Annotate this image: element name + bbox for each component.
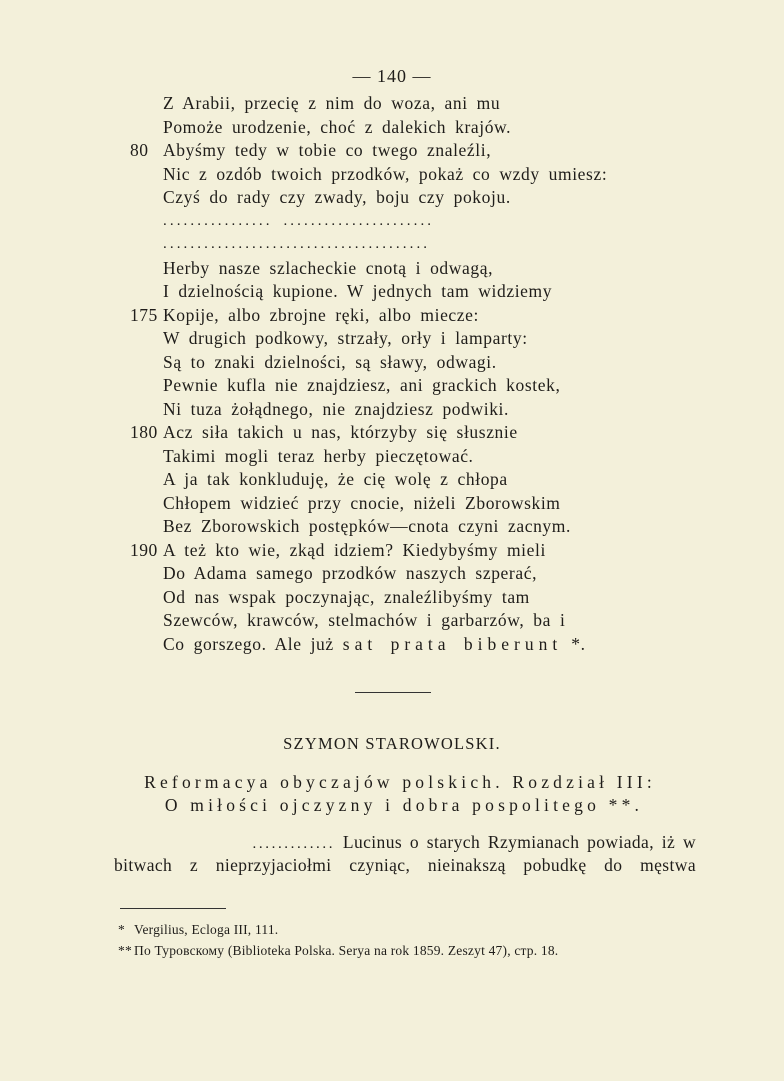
verse-text: Szewców, krawców, stelmachów i garbarzów, ba i: [163, 610, 566, 630]
verse-text: A też kto wie, zkąd idziem? Kiedybyśmy mieli: [163, 539, 546, 560]
line-number: 190: [130, 539, 158, 560]
verse-text: [163, 633, 586, 657]
verse-text: Nic z ozdób twoich przodków, pokaż co wzdy umiesz:: [163, 163, 608, 184]
verse-block: [0, 92, 784, 656]
verse-text: Są to znaki dzielności, są sławy, odwagi.: [163, 351, 497, 372]
verse-text: Ni tuza żołądnego, nie znajdziesz podwiki.: [163, 398, 509, 419]
verse-line: [0, 139, 784, 163]
verse-line: [0, 445, 784, 469]
line-number: 175: [130, 304, 158, 325]
verse-line: [0, 327, 784, 351]
line-number: 180: [130, 422, 158, 442]
verse-line-last: [0, 633, 784, 657]
verse-line: [0, 421, 784, 445]
verse-line: [0, 257, 784, 281]
line-number: 80: [130, 140, 149, 160]
work-title-line-2: O miłości ojczyzny i dobra pospolitego **.: [164, 795, 644, 815]
verse-line: [0, 539, 784, 563]
verse-text: A ja tak konkluduję, że cię wolę z chłopa: [163, 469, 508, 489]
verse-text: Chłopem widzieć przy cnocie, niżeli Zborowskim: [163, 492, 561, 513]
footnote-text: По Туровскому (Biblioteka Polska. Serya na rok 1859. Zeszyt 47), стр. 18.: [134, 943, 559, 958]
verse-text: Acz siła takich u nas, którzyby się słusznie: [163, 422, 518, 442]
verse-line: [0, 515, 784, 539]
verse-text: Herby nasze szlacheckie cnotą i odwagą,: [163, 257, 494, 278]
ellipsis-line: [0, 210, 784, 234]
verse-line: [0, 468, 784, 492]
ellipsis-dots: .............: [252, 836, 336, 852]
verse-text: Takimi mogli teraz herby pieczętować.: [163, 445, 474, 466]
latin-quote-spaced: sat prata biberunt: [342, 633, 563, 654]
verse-text: Kopije, albo zbrojne ręki, albo miecze:: [163, 304, 479, 325]
verse-text: Pomoże urodzenie, choć z dalekich krajów.: [163, 116, 512, 137]
verse-text: Od nas wspak poczynając, znaleźlibyśmy tam: [163, 586, 530, 607]
section-divider: [355, 692, 431, 693]
verse-line: [0, 398, 784, 422]
footnote-rule: [120, 908, 226, 909]
verse-text: Z Arabii, przecię z nim do woza, ani mu: [163, 93, 501, 113]
ellipsis-dots: ................ ......................: [163, 212, 435, 229]
footnote-1: [118, 922, 278, 938]
footnote-marker: **: [118, 943, 132, 958]
verse-text: Do Adama samego przodków naszych szperać,: [163, 563, 538, 583]
verse-text-before: Co gorszego. Ale już: [163, 633, 343, 654]
footnote-marker: *: [118, 922, 125, 937]
verse-line: [0, 163, 784, 187]
verse-line: [0, 186, 784, 210]
verse-line: [0, 304, 784, 328]
verse-line: [0, 562, 784, 586]
verse-line: [0, 92, 784, 116]
verse-line: [0, 374, 784, 398]
footnote-text: Vergilius, Ecloga III, 111.: [134, 922, 279, 937]
verse-line: [0, 609, 784, 633]
prose-line-2: bitwach z nieprzyjaciołmi czyniąc, nieinakszą pobudkę do męstwa: [114, 855, 696, 875]
verse-line: [0, 351, 784, 375]
verse-text: Pewnie kufla nie znajdziesz, ani grackich kostek,: [163, 375, 561, 395]
verse-line: [0, 116, 784, 140]
prose-line-1: [130, 832, 696, 853]
page-number: — 140 —: [352, 66, 432, 86]
verse-text: Abyśmy tedy w tobie co twego znaleźli,: [163, 140, 492, 160]
footnote-ref: *.: [562, 633, 586, 654]
footnote-2: [118, 943, 558, 959]
verse-line: [0, 280, 784, 304]
verse-line: [0, 492, 784, 516]
verse-text: I dzielnością kupione. W jednych tam widziemy: [163, 281, 553, 301]
verse-text: Bez Zborowskich postępków—cnota czyni zacnym.: [163, 516, 571, 536]
work-title-line-1: Reformacya obyczajów polskich. Rozdział III:: [144, 772, 656, 792]
verse-text: W drugich podkowy, strzały, orły i lamparty:: [163, 328, 528, 348]
verse-line: [0, 586, 784, 610]
ellipsis-line: [0, 233, 784, 257]
section-heading: SZYMON STAROWOLSKI.: [283, 734, 501, 753]
ellipsis-dots: .......................................: [163, 236, 431, 252]
prose-text: Lucinus o starych Rzymianach powiada, iż w: [335, 832, 696, 852]
verse-text: Czyś do rady czy zwady, boju czy pokoju.: [163, 187, 511, 207]
